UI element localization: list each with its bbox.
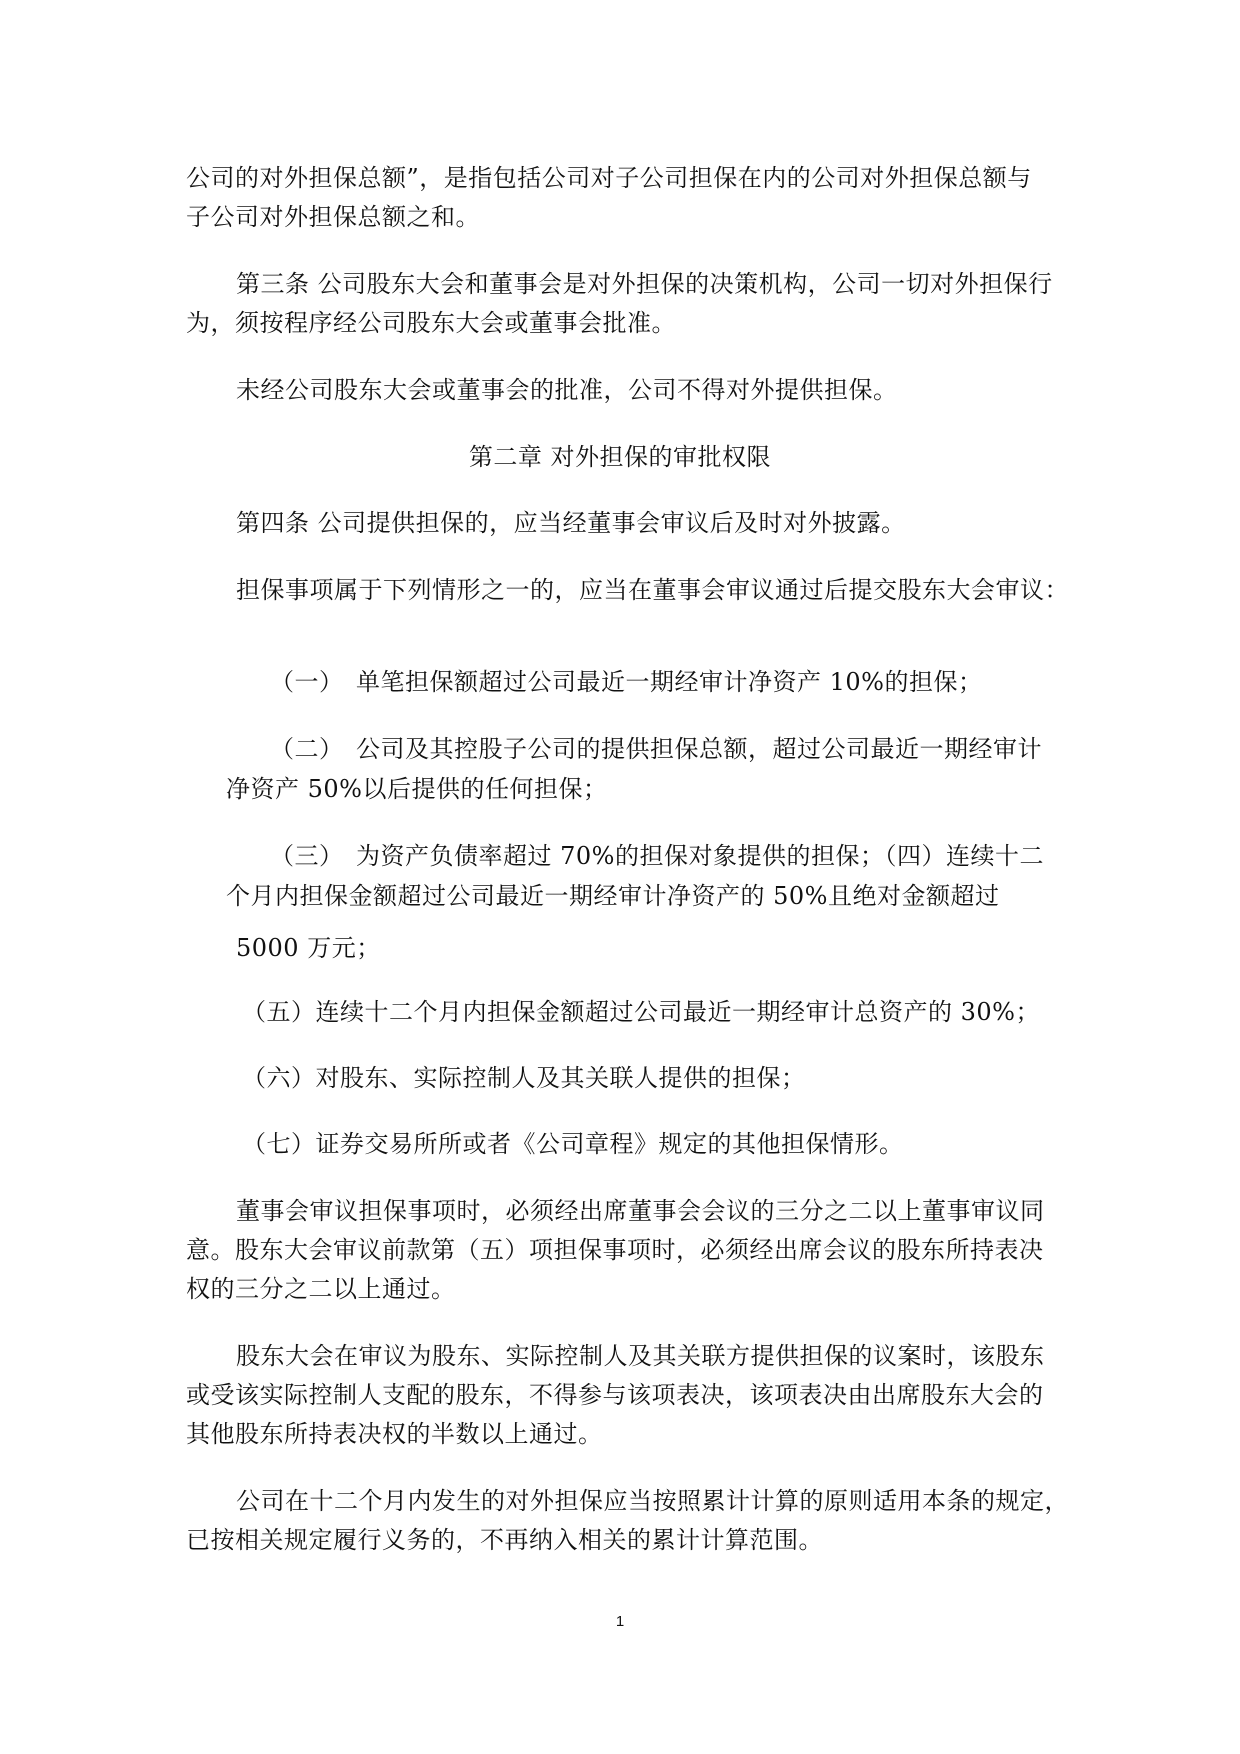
list-item: （一） 单笔担保额超过公司最近一期经审计净资产 10%的担保； bbox=[270, 668, 983, 696]
text-line: 未经公司股东大会或董事会的批准，公司不得对外提供担保。 bbox=[236, 376, 898, 404]
text-line: 意。股东大会审议前款第（五）项担保事项时，必须经出席会议的股东所持表决 bbox=[186, 1236, 1044, 1264]
list-item-continuation: 个月内担保金额超过公司最近一期经审计净资产的 50%且绝对金额超过 bbox=[226, 882, 1000, 910]
list-item-continuation: 5000 万元； bbox=[236, 934, 381, 962]
list-item: （五）连续十二个月内担保金额超过公司最近一期经审计总资产的 30%； bbox=[242, 998, 1040, 1026]
text-line: 其他股东所持表决权的半数以上通过。 bbox=[186, 1420, 603, 1448]
text-line: 第四条 公司提供担保的，应当经董事会审议后及时对外披露。 bbox=[236, 509, 906, 537]
text-line: 董事会审议担保事项时，必须经出席董事会会议的三分之二以上董事审议同 bbox=[236, 1197, 1045, 1225]
text-line: 公司在十二个月内发生的对外担保应当按照累计计算的原则适用本条的规定， bbox=[236, 1487, 1069, 1515]
text-line: 公司的对外担保总额”，是指包括公司对子公司担保在内的公司对外担保总额与 bbox=[186, 164, 1032, 192]
text-line: 或受该实际控制人支配的股东，不得参与该项表决，该项表决由出席股东大会的 bbox=[186, 1381, 1044, 1409]
text-line: 子公司对外担保总额之和。 bbox=[186, 203, 480, 231]
text-line: 已按相关规定履行义务的，不再纳入相关的累计计算范围。 bbox=[186, 1526, 823, 1554]
list-item: （七）证券交易所所或者《公司章程》规定的其他担保情形。 bbox=[242, 1130, 904, 1158]
list-item-continuation: 净资产 50%以后提供的任何担保； bbox=[226, 775, 608, 803]
list-item: （二） 公司及其控股子公司的提供担保总额，超过公司最近一期经审计 bbox=[270, 735, 1042, 763]
list-item: （三） 为资产负债率超过 70%的担保对象提供的担保；（四）连续十二 bbox=[270, 842, 1044, 870]
text-line: 权的三分之二以上通过。 bbox=[186, 1275, 456, 1303]
text-line: 为，须按程序经公司股东大会或董事会批准。 bbox=[186, 309, 676, 337]
text-line: 第三条 公司股东大会和董事会是对外担保的决策机构，公司一切对外担保行 bbox=[236, 270, 1053, 298]
chapter-heading: 第二章 对外担保的审批权限 bbox=[468, 443, 772, 471]
page-number: 1 bbox=[615, 1613, 625, 1630]
text-line: 股东大会在审议为股东、实际控制人及其关联方提供担保的议案时，该股东 bbox=[236, 1342, 1045, 1370]
text-line: 担保事项属于下列情形之一的，应当在董事会审议通过后提交股东大会审议： bbox=[236, 576, 1069, 604]
list-item: （六）对股东、实际控制人及其关联人提供的担保； bbox=[242, 1064, 806, 1092]
